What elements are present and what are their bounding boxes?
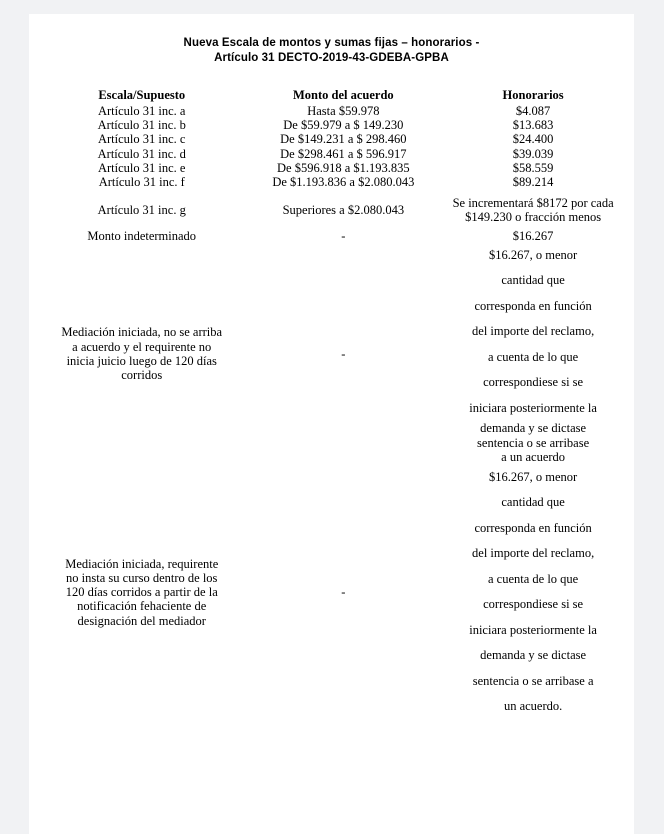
cell-honorarios: $13.683 — [512, 118, 554, 133]
honorarios-line: corresponda en función — [474, 520, 592, 535]
honorarios-spaced-block — [438, 243, 628, 422]
honorarios-line: iniciara posteriormente la — [469, 400, 597, 415]
honorarios-line: correspondiese si se — [483, 597, 584, 612]
cell-supuesto: Artículo 31 inc. g — [97, 203, 186, 218]
table-header-row — [35, 88, 628, 104]
supuesto-line: Mediación iniciada, requirente — [65, 556, 219, 571]
cell-monto: De $149.231 a $ 298.460 — [280, 132, 407, 147]
cell-supuesto: Artículo 31 inc. c — [97, 132, 186, 147]
honorarios-line: un acuerdo. — [503, 699, 563, 714]
page-title-line-2: Artículo 31 DECTO-2019-43-GDEBA-GPBA — [214, 52, 449, 64]
cell-monto: - — [341, 585, 346, 600]
fee-scale-table-wrapper — [29, 88, 634, 720]
cell-monto: De $298.461 a $ 596.917 — [280, 146, 407, 161]
cell-monto: - — [341, 346, 346, 361]
honorarios-line: corresponda en función — [474, 298, 592, 313]
table-row-mediacion-sin-juicio — [35, 243, 628, 465]
honorarios-line: del importe del reclamo, — [472, 546, 595, 561]
table-row — [35, 132, 628, 146]
table-row — [35, 161, 628, 175]
cell-honorarios: $89.214 — [512, 175, 554, 190]
honorarios-line: del importe del reclamo, — [472, 324, 595, 339]
cell-supuesto — [35, 465, 248, 720]
honorarios-line: $16.267, o menor — [489, 469, 578, 484]
cell-honorarios: $39.039 — [512, 146, 554, 161]
cell-monto: Superiores a $2.080.043 — [282, 203, 405, 218]
honorarios-line: cantidad que — [501, 495, 565, 510]
honorarios-tight-block — [438, 421, 628, 465]
honorarios-line: sentencia o se arribase a — [472, 673, 594, 688]
column-header-monto-del-acuerdo: Monto del acuerdo — [293, 88, 394, 102]
cell-supuesto: Artículo 31 inc. d — [97, 146, 186, 161]
cell-supuesto: Artículo 31 inc. a — [97, 104, 186, 118]
supuesto-line: corridos — [121, 368, 163, 383]
table-row — [35, 104, 628, 118]
cell-monto: De $1.193.836 a $2.080.043 — [272, 175, 415, 190]
cell-monto: De $59.979 a $ 149.230 — [283, 118, 404, 133]
honorarios-line: cantidad que — [501, 273, 565, 288]
supuesto-line: 120 días corridos a partir de la — [65, 585, 218, 600]
table-row-monto-indeterminado — [35, 225, 628, 243]
cell-supuesto: Monto indeterminado — [87, 228, 197, 243]
honorarios-line: Se incrementará $8172 por cada — [452, 196, 614, 211]
supuesto-line: a acuerdo y el requirente no — [72, 339, 212, 354]
cell-monto: De $596.918 a $1.193.835 — [277, 160, 410, 175]
supuesto-line: notificación fehaciente de — [77, 599, 207, 614]
cell-honorarios — [438, 243, 628, 465]
honorarios-line: iniciara posteriormente la — [469, 622, 597, 637]
cell-supuesto: Artículo 31 inc. e — [97, 160, 186, 175]
column-header-honorarios: Honorarios — [502, 88, 564, 102]
table-row-inc-g — [35, 189, 628, 224]
cell-supuesto: Artículo 31 inc. b — [97, 118, 186, 133]
honorarios-line: a cuenta de lo que — [487, 571, 579, 586]
honorarios-line: correspondiese si se — [483, 375, 584, 390]
table-row-mediacion-sin-instar — [35, 465, 628, 720]
document-page — [29, 14, 634, 834]
supuesto-line: no insta su curso dentro de los — [66, 571, 218, 586]
cell-monto: Hasta $59.978 — [307, 104, 380, 118]
table-row — [35, 118, 628, 132]
honorarios-line: a cuenta de lo que — [487, 349, 579, 364]
honorarios-line: demanda y se dictase — [480, 421, 587, 436]
cell-supuesto — [35, 243, 248, 465]
cell-honorarios: $58.559 — [512, 160, 554, 175]
page-title — [29, 36, 634, 66]
cell-monto: - — [341, 228, 346, 243]
fee-scale-table — [35, 88, 628, 720]
table-row — [35, 147, 628, 161]
cell-honorarios — [438, 189, 628, 224]
cell-honorarios — [438, 465, 628, 720]
supuesto-line: inicia juicio luego de 120 días — [66, 353, 217, 368]
cell-honorarios: $4.087 — [515, 104, 551, 118]
honorarios-line: demanda y se dictase — [480, 648, 587, 663]
cell-honorarios: $16.267 — [512, 228, 554, 243]
honorarios-spaced-block — [438, 465, 628, 720]
honorarios-line: a un acuerdo — [501, 450, 566, 465]
table-row — [35, 175, 628, 189]
column-header-escala-supuesto: Escala/Supuesto — [98, 88, 186, 102]
cell-honorarios: $24.400 — [512, 132, 554, 147]
cell-supuesto: Artículo 31 inc. f — [98, 175, 185, 190]
page-title-line-1: Nueva Escala de montos y sumas fijas – honorarios - — [183, 37, 480, 49]
supuesto-line: Mediación iniciada, no se arriba — [61, 325, 223, 340]
honorarios-line: $16.267, o menor — [489, 247, 578, 262]
supuesto-line: designación del mediador — [77, 613, 206, 628]
honorarios-line: $149.230 o fracción menos — [465, 210, 602, 225]
honorarios-line: sentencia o se arribase — [477, 435, 590, 450]
